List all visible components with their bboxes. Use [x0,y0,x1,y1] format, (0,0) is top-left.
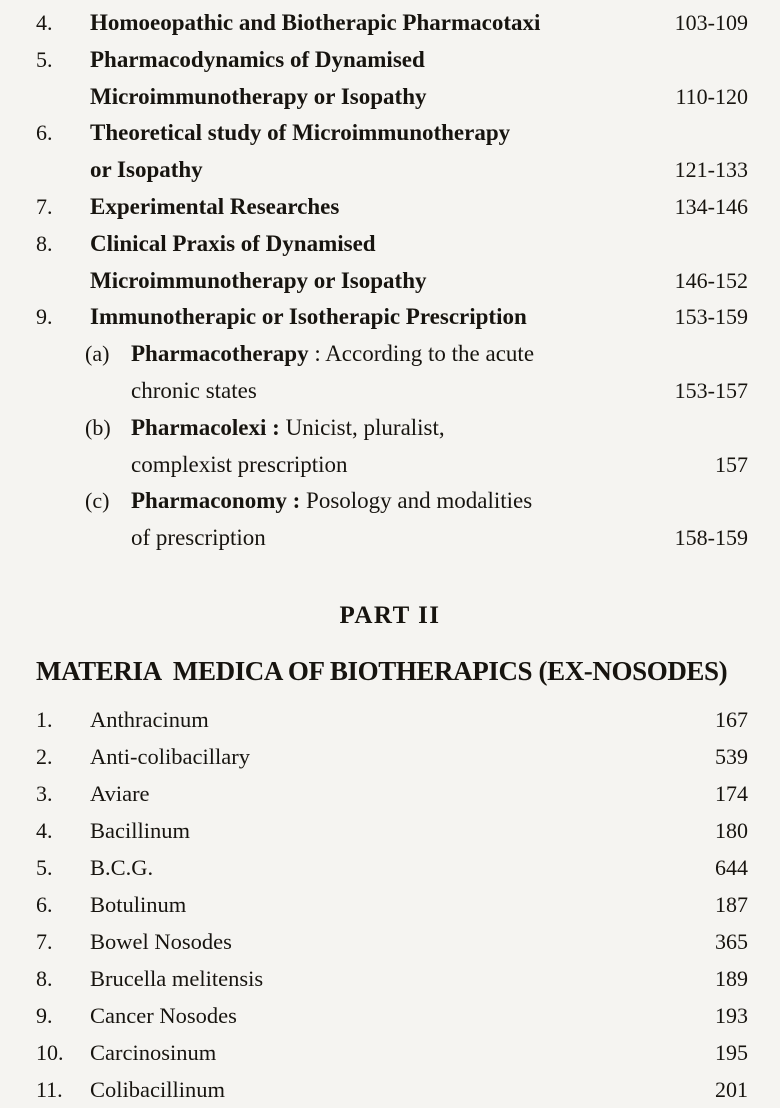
entry-pages: 153-159 [674,304,748,330]
toc-row [0,189,780,226]
entry-number: 9. [36,1002,53,1028]
entry-title: Brucella melitensis [90,965,264,991]
entry-title [131,520,675,557]
toc-row [0,152,780,189]
entry-title [90,226,748,263]
toc-row [0,226,780,263]
entry-number: 5. [36,854,53,880]
toc-row [0,886,780,923]
entry-title: Aviare [90,780,150,806]
entry-title-regular: complexist prescription [131,451,348,477]
entry-title-regular: of prescription [131,525,266,551]
entry-number: (b) [85,414,111,440]
entry-title [90,79,675,116]
toc-row [0,5,780,42]
entry-title: Cancer Nosodes [90,1002,237,1028]
entry-number: 4. [36,10,53,35]
entry-number: 6. [36,891,53,917]
entry-pages: 195 [715,1039,748,1065]
part2-heading: PART II [339,601,441,629]
toc-row [0,42,780,79]
entry-title [131,336,748,373]
entry-title-bold: Clinical Praxis of Dynamised [90,230,376,256]
entry-title: Anthracinum [90,706,209,732]
toc-row [0,79,780,116]
entry-pages: 121-133 [674,157,748,183]
toc-row [0,775,780,812]
entry-title: Carcinosinum [90,1039,217,1065]
entry-title-bold: Microimmunotherapy or Isopathy [90,267,427,293]
entry-title [131,447,715,484]
entry-pages: 187 [715,891,748,917]
entry-pages: 134-146 [674,193,748,219]
entry-number: 11. [36,1076,63,1102]
entry-title [90,5,675,42]
toc-row [0,849,780,886]
entry-title-bold: Microimmunotherapy or Isopathy [90,83,427,109]
entry-title: Bacillinum [90,817,190,843]
entry-title-bold: Pharmacolexi : [131,414,280,440]
entry-pages: 644 [715,854,748,880]
entry-pages: 193 [715,1002,748,1028]
entry-title-bold: Homoeopathic and Biotherapic Pharmacotaxi [90,10,541,35]
entry-pages: 201 [715,1076,748,1102]
entry-title [90,299,675,336]
entry-title [90,115,748,152]
entry-pages: 539 [715,743,748,769]
part2-list [0,696,780,1108]
toc-row [0,373,780,410]
entry-number: 4. [36,817,53,843]
entry-title [131,483,748,520]
entry-title: Botulinum [90,891,187,917]
toc-row [0,336,780,373]
entry-number: 8. [36,965,53,991]
entry-number: (a) [85,341,110,367]
toc-row [0,115,780,152]
entry-number: 9. [36,304,53,330]
toc-row [0,701,780,738]
toc-row [0,1034,780,1071]
entry-title-regular: chronic states [131,377,257,403]
entry-title-regular: Posology and modalities [300,488,533,514]
entry-title-regular: Unicist, pluralist, [279,414,445,440]
entry-number: 7. [36,193,53,219]
entry-number: 5. [36,46,53,72]
entry-title [90,42,748,79]
entry-pages: 158-159 [674,525,748,551]
entry-title-bold: Theoretical study of Microimmunotherapy [90,120,511,146]
toc-row [0,447,780,484]
toc-row [0,263,780,300]
toc-row [0,960,780,997]
entry-title-bold: Immunotherapic or Isotherapic Prescription [90,304,527,330]
toc-row [0,299,780,336]
entry-pages: 110-120 [675,83,748,109]
entry-title: Anti-colibacillary [90,743,250,769]
toc-row [0,520,780,557]
toc-row [0,997,780,1034]
entry-number: 7. [36,928,53,954]
materia-medica-heading: MATERIA MEDICA OF BIOTHERAPICS (EX-NOSODES) [36,655,728,686]
entry-pages: 167 [715,706,748,732]
entry-title-bold: Experimental Researches [90,193,340,219]
toc-row [0,410,780,447]
entry-number: 8. [36,230,53,256]
entry-number: 1. [36,706,53,732]
entry-pages: 180 [715,817,748,843]
entry-title [90,189,675,226]
entry-title [131,373,675,410]
entry-pages: 174 [715,780,748,806]
entry-pages: 146-152 [674,267,748,293]
entry-title-bold: or Isopathy [90,157,203,183]
entry-title-regular: : According to the acute [308,341,535,367]
entry-pages: 365 [715,928,748,954]
toc-row [0,1071,780,1108]
entry-title [90,152,675,189]
entry-number: 2. [36,743,53,769]
entry-number: 3. [36,780,53,806]
entry-title: Colibacillinum [90,1076,225,1102]
entry-pages: 153-157 [674,377,748,403]
toc-row [0,812,780,849]
entry-number: 10. [36,1039,64,1065]
toc-row [0,738,780,775]
entry-title-bold: Pharmacotherapy [131,341,309,367]
entry-title [131,410,748,447]
entry-pages: 157 [715,451,748,477]
entry-title-bold: Pharmaconomy : [131,488,301,514]
entry-title-bold: Pharmacodynamics of Dynamised [90,46,425,72]
toc-row [0,483,780,520]
entry-pages: 189 [715,965,748,991]
entry-title [90,263,675,300]
entry-number: 6. [36,120,53,146]
toc-row [0,923,780,960]
entry-number: (c) [85,488,110,514]
entry-pages: 103-109 [674,10,748,35]
entry-title: Bowel Nosodes [90,928,232,954]
entry-title: B.C.G. [90,854,154,880]
